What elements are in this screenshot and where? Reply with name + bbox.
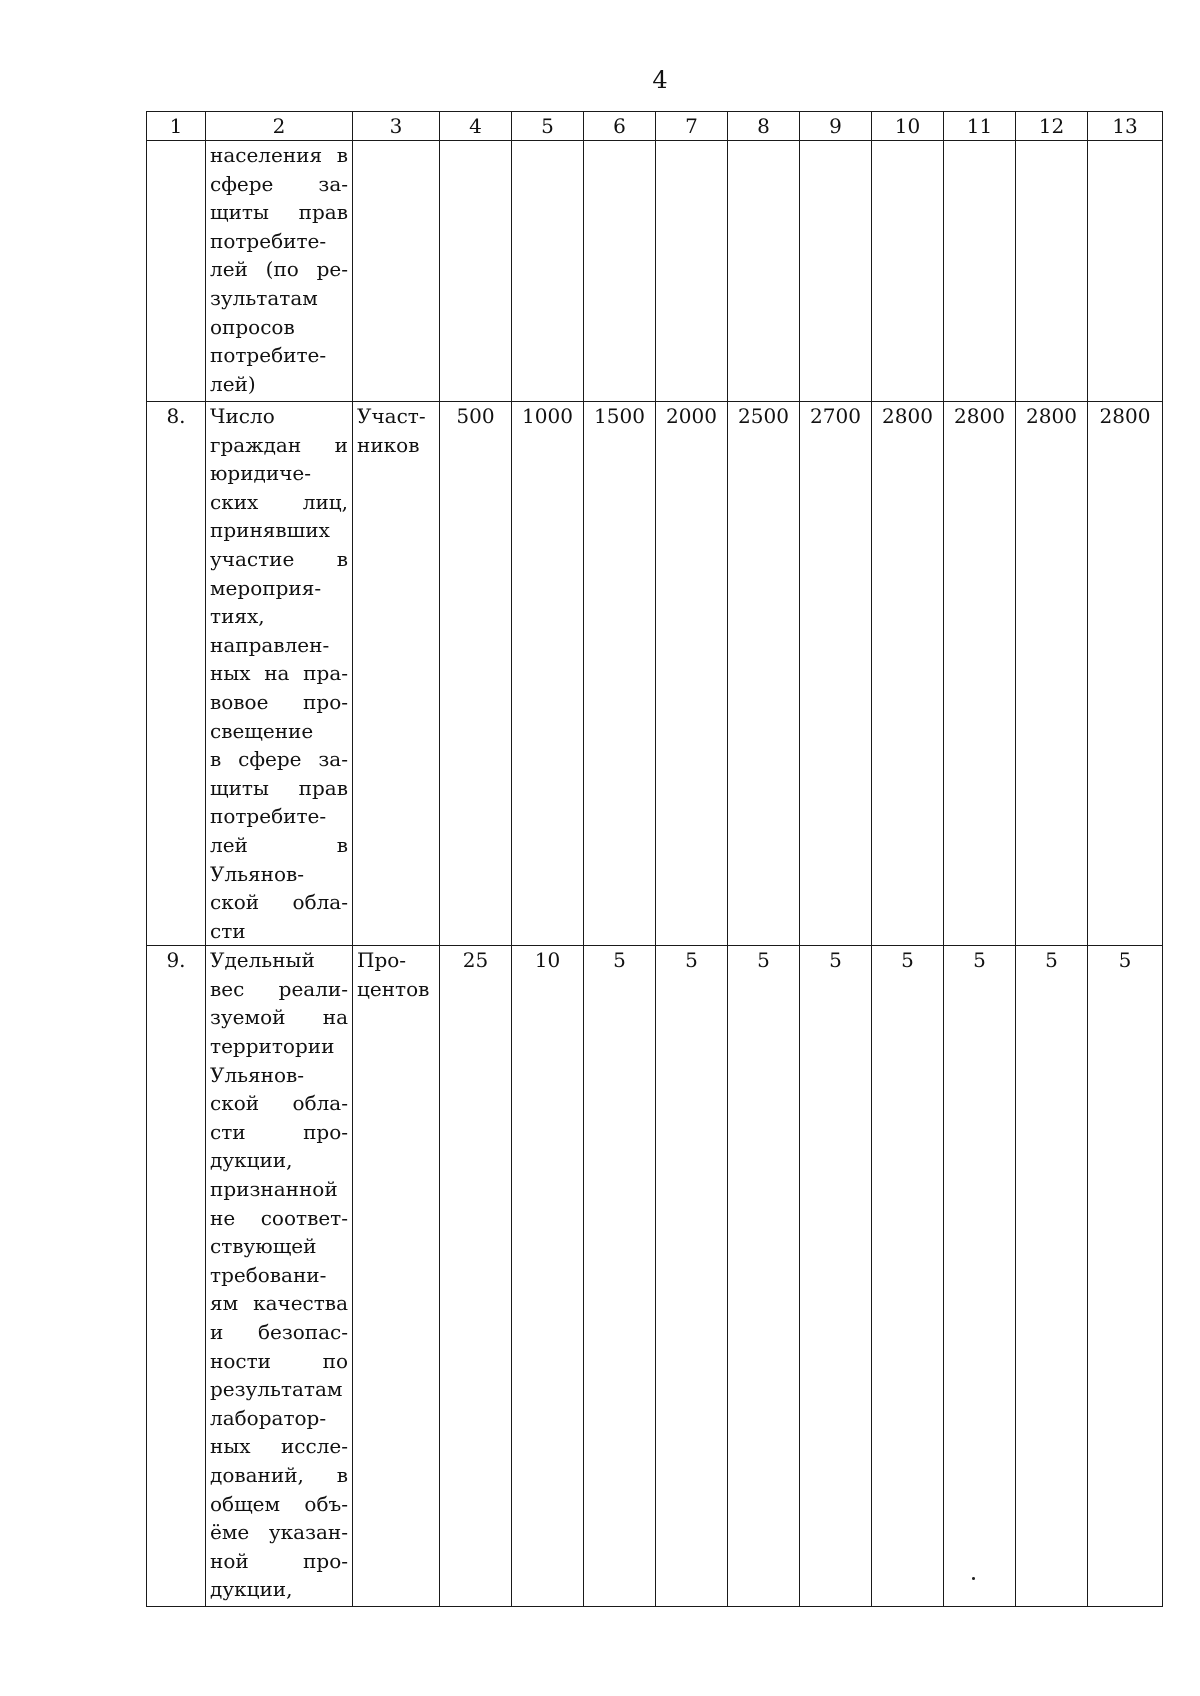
- value-cell: [800, 141, 872, 402]
- indicator-name-line: дукции,: [210, 1577, 293, 1602]
- indicator-name-line: лей): [210, 371, 256, 396]
- value-cell: 5: [728, 946, 800, 1607]
- indicator-name-line: Удельный: [210, 948, 315, 973]
- indicator-name-line: зуемой на: [210, 1005, 348, 1030]
- column-header-5: 5: [512, 112, 584, 141]
- indicator-name-line: потребите-: [210, 343, 327, 368]
- unit-of-measure: [353, 141, 440, 402]
- indicator-name-line: Ульянов-: [210, 1062, 305, 1087]
- indicator-name-line: сти: [210, 918, 246, 943]
- column-header-8: 8: [728, 112, 800, 141]
- column-header-9: 9: [800, 112, 872, 141]
- indicator-name-line: лаборатор-: [210, 1405, 327, 1430]
- value-cell: 5: [1016, 946, 1088, 1607]
- unit-line: Про-: [357, 948, 407, 973]
- indicator-name-line: ных на пра-: [210, 661, 348, 686]
- unit-of-measure: [353, 402, 440, 946]
- indicator-name-line: населения в: [210, 143, 348, 167]
- scan-dot-mark: [972, 1577, 975, 1580]
- indicator-name-line: ности по: [210, 1348, 348, 1373]
- column-header-13: 13: [1088, 112, 1163, 141]
- indicator-name-line: территории: [210, 1034, 335, 1059]
- indicator-name-line: потребите-: [210, 804, 327, 829]
- column-header-7: 7: [656, 112, 728, 141]
- value-cell: 2800: [872, 402, 944, 946]
- indicator-name: [206, 402, 353, 946]
- indicator-name-line: признанной: [210, 1177, 338, 1202]
- indicator-name-line: щиты прав: [210, 775, 348, 800]
- indicator-name-line: щиты прав: [210, 200, 348, 225]
- table-row: [147, 402, 1163, 946]
- indicator-name-line: ёме указан-: [210, 1520, 348, 1545]
- value-cell: [440, 141, 512, 402]
- indicator-name-line: ских лиц,: [210, 489, 348, 514]
- indicator-name-line: требовани-: [210, 1262, 327, 1287]
- row-number: [147, 141, 206, 402]
- indicator-name-line: граждан и: [210, 432, 348, 457]
- indicator-name-line: ной про-: [210, 1548, 348, 1573]
- value-cell: 10: [512, 946, 584, 1607]
- value-cell: [656, 141, 728, 402]
- value-cell: 2800: [1016, 402, 1088, 946]
- value-cell: 2800: [944, 402, 1016, 946]
- table-row: [147, 141, 1163, 402]
- value-cell: 5: [584, 946, 656, 1607]
- value-cell: 5: [1088, 946, 1163, 1607]
- indicator-name-line: ных иссле-: [210, 1434, 348, 1459]
- indicator-name-line: лей в: [210, 832, 348, 857]
- value-cell: [728, 141, 800, 402]
- table-row: [147, 946, 1163, 1607]
- value-cell: 25: [440, 946, 512, 1607]
- indicator-name-line: опросов: [210, 314, 295, 339]
- indicator-name-line: юридиче-: [210, 461, 312, 486]
- column-header-10: 10: [872, 112, 944, 141]
- indicator-name: [206, 946, 353, 1607]
- indicator-name-line: мероприя-: [210, 575, 322, 600]
- unit-line: ников: [357, 432, 420, 457]
- indicator-name-line: ской обла-: [210, 1091, 348, 1116]
- indicator-name-line: не соответ-: [210, 1205, 348, 1230]
- value-cell: [584, 141, 656, 402]
- value-cell: [944, 141, 1016, 402]
- indicator-name-line: Ульянов-: [210, 861, 305, 886]
- header-row: [147, 112, 1163, 141]
- value-cell: 5: [944, 946, 1016, 1607]
- column-header-2: 2: [206, 112, 353, 141]
- value-cell: 2000: [656, 402, 728, 946]
- value-cell: 5: [800, 946, 872, 1607]
- unit-line: центов: [357, 976, 430, 1001]
- indicator-name-line: принявших: [210, 518, 330, 543]
- indicator-name-line: сти про-: [210, 1119, 348, 1144]
- value-cell: 1000: [512, 402, 584, 946]
- value-cell: 5: [872, 946, 944, 1607]
- indicator-name-line: тиях,: [210, 604, 265, 629]
- column-header-6: 6: [584, 112, 656, 141]
- indicator-name-line: свещение: [210, 718, 314, 743]
- indicator-name-line: зультатам: [210, 285, 318, 310]
- column-header-3: 3: [353, 112, 440, 141]
- value-cell: 5: [656, 946, 728, 1607]
- unit-line: Участ-: [357, 404, 426, 428]
- value-cell: 2800: [1088, 402, 1163, 946]
- column-header-12: 12: [1016, 112, 1088, 141]
- unit-of-measure: [353, 946, 440, 1607]
- indicator-name-line: направлен-: [210, 632, 330, 657]
- indicator-name-line: ской обла-: [210, 890, 348, 915]
- indicator-name-line: вес реали-: [210, 976, 348, 1001]
- value-cell: [1088, 141, 1163, 402]
- indicator-name-line: сфере за-: [210, 171, 348, 196]
- value-cell: 2700: [800, 402, 872, 946]
- indicator-name-line: лей (по ре-: [210, 257, 348, 282]
- indicator-name-line: ям качества: [210, 1291, 348, 1316]
- indicator-name: [206, 141, 353, 402]
- indicator-name-line: дукции,: [210, 1148, 293, 1173]
- indicator-name-line: результатам: [210, 1377, 343, 1402]
- value-cell: 1500: [584, 402, 656, 946]
- indicator-name-line: участие в: [210, 546, 348, 571]
- table-body: [147, 112, 1163, 1607]
- page-number: 4: [652, 66, 668, 94]
- indicator-name-line: в сфере за-: [210, 747, 348, 772]
- row-number: 9.: [147, 946, 206, 1607]
- value-cell: [872, 141, 944, 402]
- value-cell: 2500: [728, 402, 800, 946]
- column-header-1: 1: [147, 112, 206, 141]
- row-number: 8.: [147, 402, 206, 946]
- column-header-11: 11: [944, 112, 1016, 141]
- value-cell: [1016, 141, 1088, 402]
- indicator-name-line: и безопас-: [210, 1320, 348, 1344]
- value-cell: 500: [440, 402, 512, 946]
- indicator-name-line: ствующей: [210, 1234, 317, 1259]
- indicator-name-line: Число: [210, 404, 275, 428]
- column-header-4: 4: [440, 112, 512, 141]
- value-cell: [512, 141, 584, 402]
- indicator-name-line: потребите-: [210, 228, 327, 253]
- indicator-name-line: общем объ-: [210, 1491, 348, 1516]
- indicators-table: [146, 111, 1163, 1607]
- indicator-name-line: дований, в: [210, 1462, 348, 1487]
- indicator-name-line: вовое про-: [210, 689, 348, 714]
